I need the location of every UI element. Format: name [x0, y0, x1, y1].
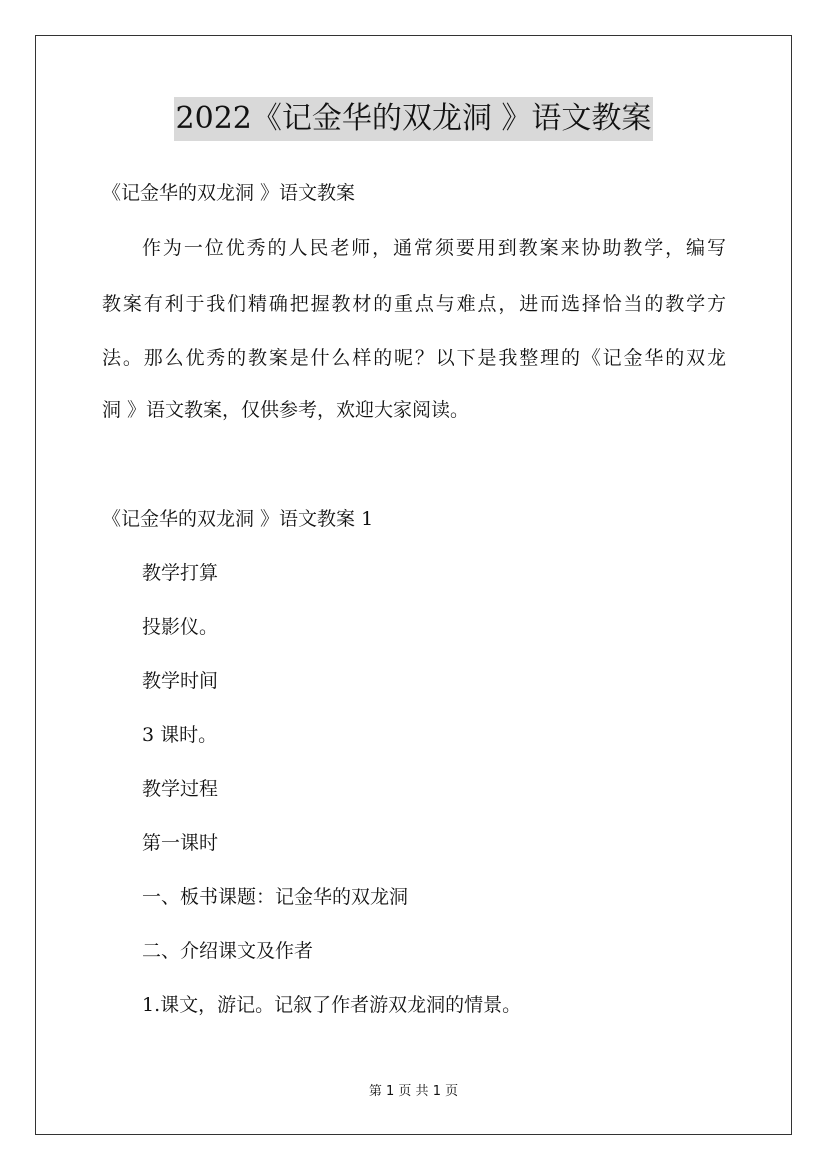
section-heading: 《记金华的双龙洞 》语文教案 1 [102, 508, 374, 530]
list-item: 教学时间 [142, 670, 219, 692]
list-item: 投影仪。 [142, 616, 219, 638]
list-item: 1.课文，游记。记叙了作者游双龙洞的情景。 [142, 994, 522, 1016]
list-item: 3 课时。 [142, 724, 218, 746]
intro-line-1: 作为一位优秀的人民老师，通常须要用到教案来协助教学，编写 [142, 237, 726, 259]
document-subtitle: 《记金华的双龙洞 》语文教案 [102, 182, 356, 204]
list-item: 教学过程 [142, 778, 219, 800]
list-item: 教学打算 [142, 562, 219, 584]
list-item: 一、板书课题：记金华的双龙洞 [142, 886, 409, 908]
title-container [0, 97, 827, 141]
list-item: 第一课时 [142, 832, 219, 854]
intro-line-2: 教案有利于我们精确把握教材的重点与难点，进而选择恰当的教学方 [102, 293, 726, 315]
document-title: 2022《记金华的双龙洞 》语文教案 [174, 97, 654, 141]
intro-line-3: 法。那么优秀的教案是什么样的呢？以下是我整理的《记金华的双龙 [102, 347, 726, 369]
list-item: 二、介绍课文及作者 [142, 940, 314, 962]
intro-line-4: 洞 》语文教案，仅供参考，欢迎大家阅读。 [102, 399, 470, 421]
page-footer: 第 1 页 共 1 页 [368, 1084, 459, 1099]
